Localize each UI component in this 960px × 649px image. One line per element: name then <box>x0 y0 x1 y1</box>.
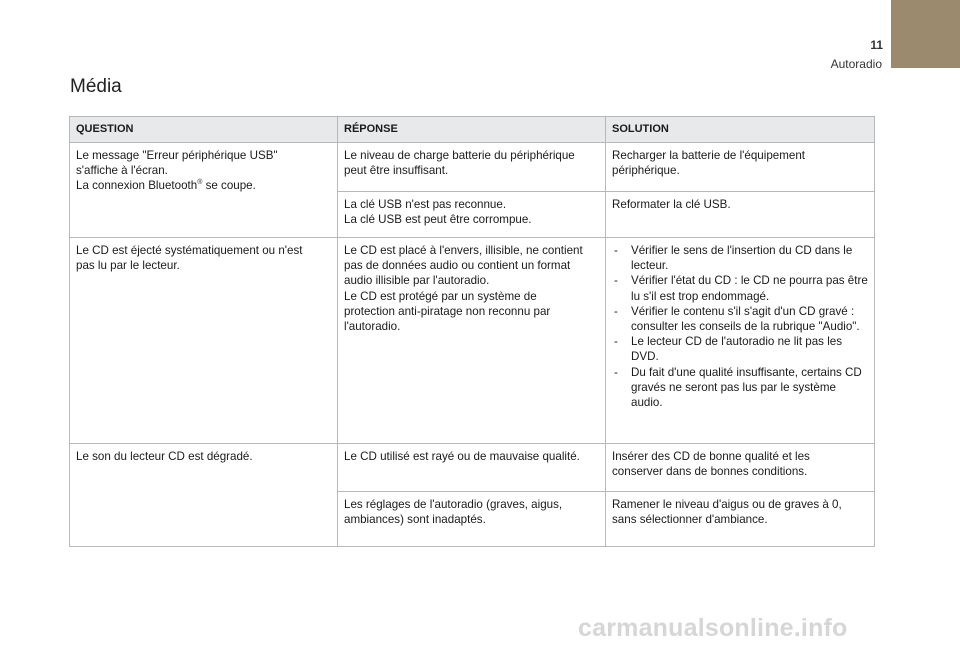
list-item: - Du fait d'une qualité insuffisante, certains CD gravés ne seront pas lus par le système audio. <box>612 365 868 411</box>
table-row <box>70 444 875 492</box>
solution-list <box>612 243 868 410</box>
table-row <box>70 238 875 444</box>
list-item: - Vérifier l'état du CD : le CD ne pourra pas être lu s'il est trop endommagé. <box>612 273 868 303</box>
list-item: - Vérifier le sens de l'insertion du CD dans le lecteur. <box>612 243 868 273</box>
page-title: Média <box>70 76 122 97</box>
answer-cell: Les réglages de l'autoradio (graves, aigus, ambiances) sont inadaptés. <box>338 492 606 547</box>
list-item: - Le lecteur CD de l'autoradio ne lit pas les DVD. <box>612 334 868 364</box>
column-header-answer: RÉPONSE <box>338 117 606 143</box>
solution-cell: Ramener le niveau d'aigus ou de graves à 0, sans sélectionner d'ambiance. <box>606 492 875 547</box>
answer-cell: Le CD est placé à l'envers, illisible, ne contient pas de données audio ou contient un format audio illisible par l'autoradio. Le CD est protégé par un système de protection anti-piratage non reconnu par l'autoradio. <box>338 238 606 444</box>
question-cell: Le son du lecteur CD est dégradé. <box>70 444 338 547</box>
section-title: Autoradio <box>830 57 882 71</box>
watermark: carmanualsonline.info <box>578 614 848 642</box>
table-header-row <box>70 117 875 143</box>
answer-cell: La clé USB n'est pas reconnue. La clé USB est peut être corrompue. <box>338 192 606 238</box>
answer-cell: Le CD utilisé est rayé ou de mauvaise qualité. <box>338 444 606 492</box>
troubleshooting-table <box>69 116 875 547</box>
solution-cell <box>606 238 875 444</box>
solution-cell: Reformater la clé USB. <box>606 192 875 238</box>
chapter-tab <box>891 0 960 68</box>
answer-cell: Le niveau de charge batterie du périphérique peut être insuffisant. <box>338 143 606 192</box>
column-header-solution: SOLUTION <box>606 117 875 143</box>
question-cell: Le CD est éjecté systématiquement ou n'est pas lu par le lecteur. <box>70 238 338 444</box>
page-number: 11 <box>870 38 883 52</box>
question-cell: Le message "Erreur périphérique USB" s'affiche à l'écran. La connexion Bluetooth® se coupe. <box>70 143 338 238</box>
table-row <box>70 143 875 192</box>
solution-cell: Recharger la batterie de l'équipement périphérique. <box>606 143 875 192</box>
list-item: - Vérifier le contenu s'il s'agit d'un CD gravé : consulter les conseils de la rubrique "Audio". <box>612 304 868 334</box>
column-header-question: QUESTION <box>70 117 338 143</box>
solution-cell: Insérer des CD de bonne qualité et les conserver dans de bonnes conditions. <box>606 444 875 492</box>
